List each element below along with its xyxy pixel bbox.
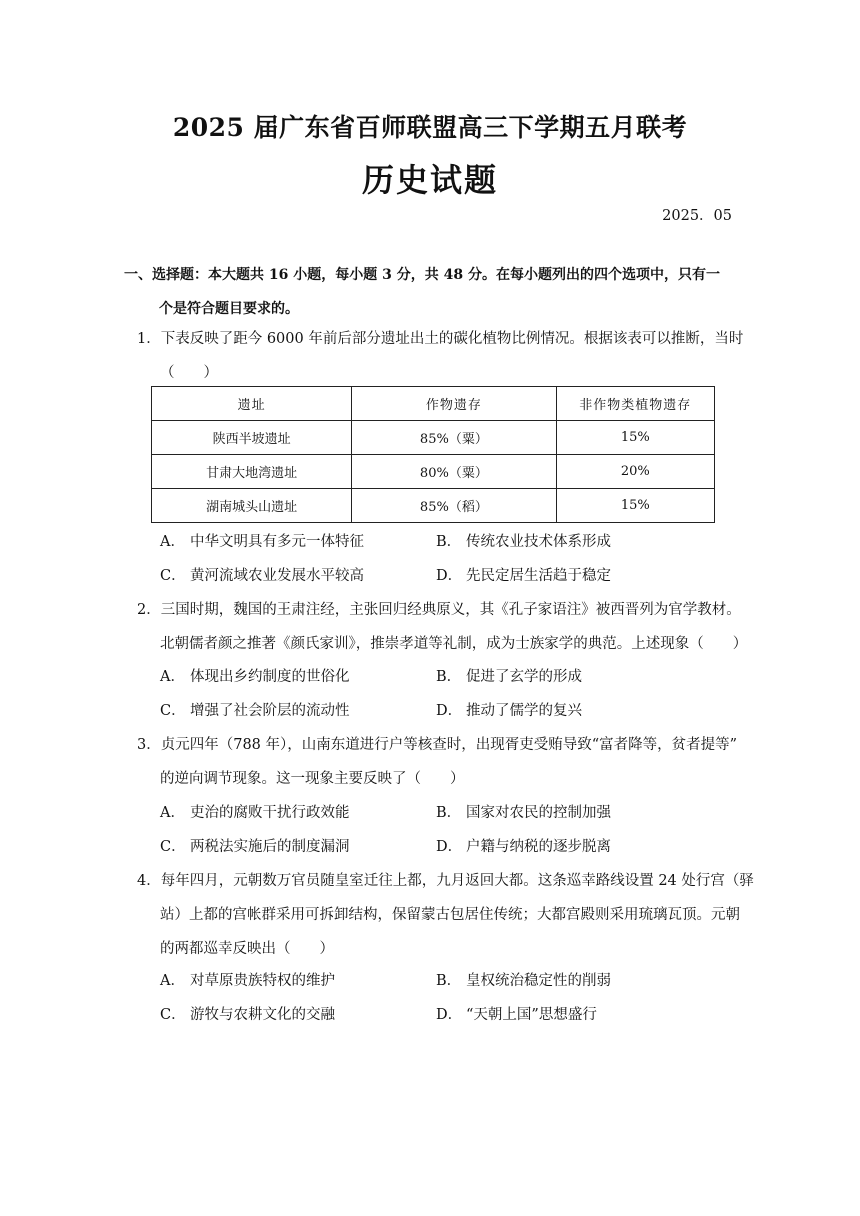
table-cell: 15% bbox=[556, 489, 714, 523]
option-d[interactable]: D． 推动了儒学的复兴 bbox=[436, 703, 582, 719]
exam-date: 2025．05 bbox=[662, 208, 732, 224]
question-1-stem: 1．下表反映了距今 6000 年前后部分遗址出土的碳化植物比例情况。根据该表可以推断，当时 bbox=[137, 331, 744, 347]
option-c[interactable]: C． 黄河流域农业发展水平较高 bbox=[160, 568, 364, 584]
table-cell: 甘肃大地湾遗址 bbox=[152, 455, 352, 489]
question-4 bbox=[137, 864, 754, 966]
option-c[interactable]: C． 增强了社会阶层的流动性 bbox=[160, 703, 350, 719]
question-4-options bbox=[160, 964, 720, 1032]
question-3-options bbox=[160, 796, 720, 864]
question-2-options bbox=[160, 660, 720, 728]
question-1 bbox=[137, 322, 744, 390]
question-2-stem-line2: 北朝儒者颜之推著《颜氏家训》，推崇孝道等礼制，成为士族家学的典范。上述现象（ ） bbox=[160, 636, 748, 652]
question-4-stem-line1: 4．每年四月，元朝数万官员随皇室迁往上都，九月返回大都。这条巡幸路线设置 24 处行宫（驿 bbox=[137, 873, 754, 889]
option-b[interactable]: B． 促进了玄学的形成 bbox=[436, 669, 582, 685]
option-c[interactable]: C． 两税法实施后的制度漏洞 bbox=[160, 839, 350, 855]
option-a[interactable]: A． 吏治的腐败干扰行政效能 bbox=[160, 805, 350, 821]
section-heading-line1: 一、选择题：本大题共 16 小题，每小题 3 分，共 48 分。在每小题列出的四个选项中，只有一 bbox=[124, 267, 720, 283]
option-c[interactable]: C． 游牧与农耕文化的交融 bbox=[160, 1007, 335, 1023]
option-d[interactable]: D． 户籍与纳税的逐步脱离 bbox=[436, 839, 611, 855]
table-header-cell: 遗址 bbox=[152, 387, 352, 421]
question-1-options bbox=[160, 525, 720, 593]
table-header-cell: 作物遗存 bbox=[352, 387, 556, 421]
option-d[interactable]: D． “天朝上国”思想盛行 bbox=[436, 1007, 597, 1023]
subject-title: 历史试题 bbox=[361, 161, 498, 199]
table-row bbox=[152, 489, 715, 523]
exam-title: 2025 届广东省百师联盟高三下学期五月联考 bbox=[172, 113, 688, 142]
question-3-stem-line1: 3．贞元四年（788 年），山南东道进行户等核查时，出现胥吏受贿导致“富者降等，贫者提等” bbox=[137, 737, 738, 753]
option-a[interactable]: A． 体现出乡约制度的世俗化 bbox=[160, 669, 350, 685]
table-cell: 85%（粟） bbox=[352, 421, 556, 455]
table-cell: 15% bbox=[556, 421, 714, 455]
table-row bbox=[152, 421, 715, 455]
option-a[interactable]: A． 对草原贵族特权的维护 bbox=[160, 973, 335, 989]
table-cell: 湖南城头山遗址 bbox=[152, 489, 352, 523]
table-header-cell: 非作物类植物遗存 bbox=[556, 387, 714, 421]
question-3-stem-line2: 的逆向调节现象。这一现象主要反映了（ ） bbox=[160, 771, 465, 787]
table-cell: 20% bbox=[556, 455, 714, 489]
table-cell: 80%（粟） bbox=[352, 455, 556, 489]
section-heading bbox=[124, 258, 734, 326]
option-b[interactable]: B． 传统农业技术体系形成 bbox=[436, 534, 611, 550]
table-cell: 85%（稻） bbox=[352, 489, 556, 523]
question-1-bracket: （ ） bbox=[160, 365, 218, 381]
table-row bbox=[152, 455, 715, 489]
option-b[interactable]: B． 国家对农民的控制加强 bbox=[436, 805, 611, 821]
question-1-table bbox=[151, 386, 715, 523]
option-b[interactable]: B． 皇权统治稳定性的削弱 bbox=[436, 973, 611, 989]
option-d[interactable]: D． 先民定居生活趋于稳定 bbox=[436, 568, 611, 584]
question-4-stem-line2: 站）上都的宫帐群采用可拆卸结构，保留蒙古包居住传统；大都宫殿则采用琉璃瓦顶。元朝 bbox=[160, 907, 740, 923]
section-heading-line2: 个是符合题目要求的。 bbox=[159, 301, 299, 317]
question-2-stem-line1: 2．三国时期，魏国的王肃注经，主张回归经典原义，其《孔子家语注》被西晋列为官学教材。 bbox=[137, 602, 741, 618]
table-header-row bbox=[152, 387, 715, 421]
question-4-stem-line3: 的两都巡幸反映出（ ） bbox=[160, 941, 334, 957]
option-a[interactable]: A． 中华文明具有多元一体特征 bbox=[160, 534, 364, 550]
question-2 bbox=[137, 593, 748, 661]
question-3 bbox=[137, 728, 738, 796]
table-cell: 陕西半坡遗址 bbox=[152, 421, 352, 455]
